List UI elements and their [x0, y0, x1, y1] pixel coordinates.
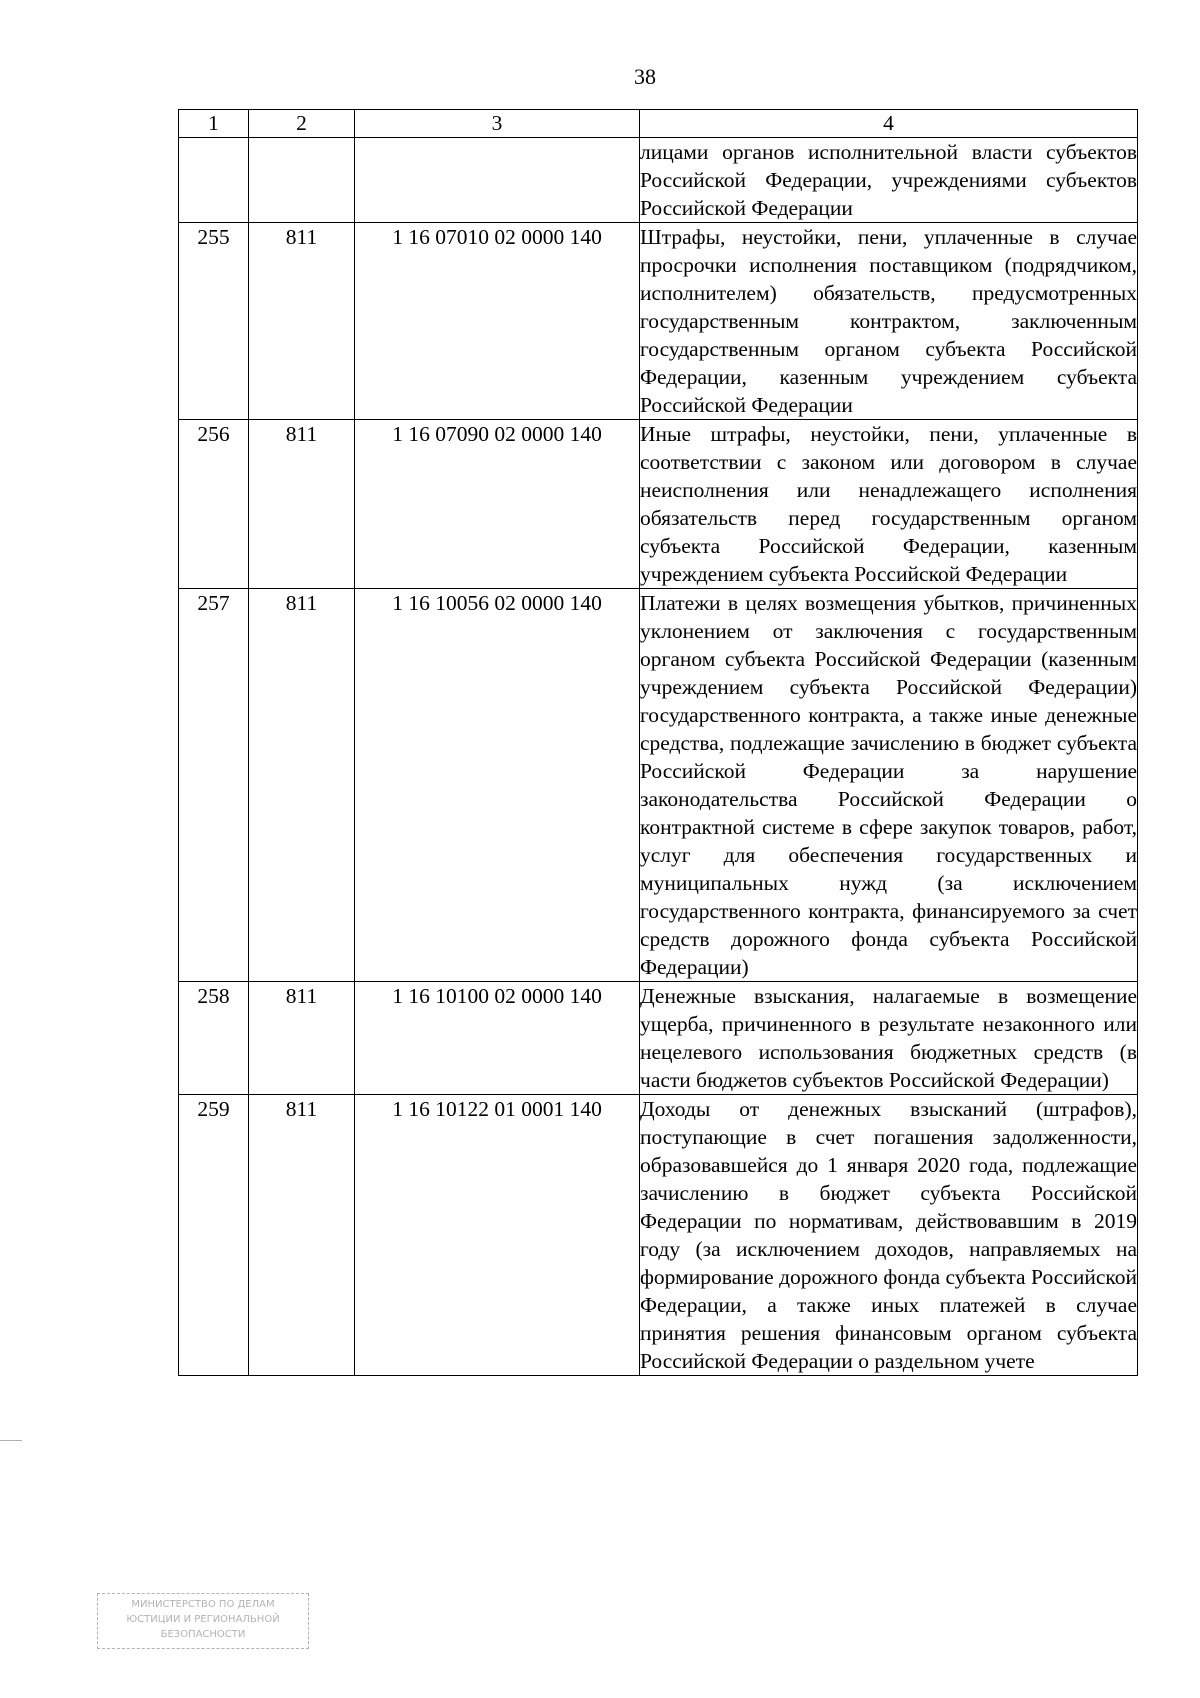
- income-description: Иные штрафы, неустойки, пени, уплаченные в соответствии с законом или договором в случае неисполнения или ненадлежащего исполнения обязательств перед государственным органом субъекта Российской Федерации, казенным учреждением субъекта Российской Федерации: [640, 420, 1138, 589]
- stamp-line: БЕЗОПАСНОСТИ: [160, 1629, 246, 1640]
- header-row: [179, 110, 1138, 138]
- table-row: [179, 982, 1138, 1095]
- row-number: [179, 138, 249, 223]
- revenue-codes-table: [178, 109, 1138, 1376]
- registration-stamp: [97, 1593, 309, 1649]
- income-description: Платежи в целях возмещения убытков, причиненных уклонением от заключения с государственным органом субъекта Российской Федерации (казенным учреждением субъекта Российской Федерации) государственного контракта, а также иные денежные средства, подлежащие зачислению в бюджет субъекта Российской Федерации за нарушение законодательства Российской Федерации о контрактной системе в сфере закупок товаров, работ, услуг для обеспечения государственных и муниципальных нужд (за исключением государственного контракта, финансируемого за счет средств дорожного фонда субъекта Российской Федерации): [640, 589, 1138, 982]
- row-number: 255: [179, 223, 249, 420]
- income-description: лицами органов исполнительной власти субъектов Российской Федерации, учреждениями субъектов Российской Федерации: [640, 138, 1138, 223]
- admin-code: 811: [249, 982, 355, 1095]
- income-description: Денежные взыскания, налагаемые в возмещение ущерба, причиненного в результате незаконного или нецелевого использования бюджетных средств (в части бюджетов субъектов Российской Федерации): [640, 982, 1138, 1095]
- page-number: 38: [634, 64, 656, 89]
- admin-code: 811: [249, 589, 355, 982]
- budget-code: [355, 138, 640, 223]
- row-number: 257: [179, 589, 249, 982]
- admin-code: 811: [249, 1095, 355, 1376]
- income-description: Доходы от денежных взысканий (штрафов), поступающие в счет погашения задолженности, образовавшейся до 1 января 2020 года, подлежащие зачислению в бюджет субъекта Российской Федерации по нормативам, действовавшим в 2019 году (за исключением доходов, направляемых на формирование дорожного фонда субъекта Российской Федерации, а также иных платежей в случае принятия решения финансовым органом субъекта Российской Федерации о раздельном учете: [640, 1095, 1138, 1376]
- admin-code: 811: [249, 223, 355, 420]
- header-col-1: 1: [179, 110, 249, 138]
- budget-code: 1 16 07090 02 0000 140: [355, 420, 640, 589]
- income-description: Штрафы, неустойки, пени, уплаченные в случае просрочки исполнения поставщиком (подрядчиком, исполнителем) обязательств, предусмотренных государственным контрактом, заключенным государственным органом субъекта Российской Федерации, казенным учреждением субъекта Российской Федерации: [640, 223, 1138, 420]
- header-col-3: 3: [355, 110, 640, 138]
- table-row: [179, 1095, 1138, 1376]
- budget-code: 1 16 10122 01 0001 140: [355, 1095, 640, 1376]
- row-number: 259: [179, 1095, 249, 1376]
- admin-code: 811: [249, 420, 355, 589]
- budget-code: 1 16 10056 02 0000 140: [355, 589, 640, 982]
- budget-code: 1 16 07010 02 0000 140: [355, 223, 640, 420]
- budget-code: 1 16 10100 02 0000 140: [355, 982, 640, 1095]
- table-row: [179, 223, 1138, 420]
- admin-code: [249, 138, 355, 223]
- row-number: 256: [179, 420, 249, 589]
- table-row: [179, 589, 1138, 982]
- stamp-line: МИНИСТЕРСТВО ПО ДЕЛАМ: [131, 1599, 275, 1610]
- row-number: 258: [179, 982, 249, 1095]
- header-col-2: 2: [249, 110, 355, 138]
- table-row: [179, 138, 1138, 223]
- table-row: [179, 420, 1138, 589]
- stamp-line: ЮСТИЦИИ И РЕГИОНАЛЬНОЙ: [126, 1614, 280, 1625]
- scan-margin-mark: [0, 1440, 22, 1441]
- header-col-4: 4: [640, 110, 1138, 138]
